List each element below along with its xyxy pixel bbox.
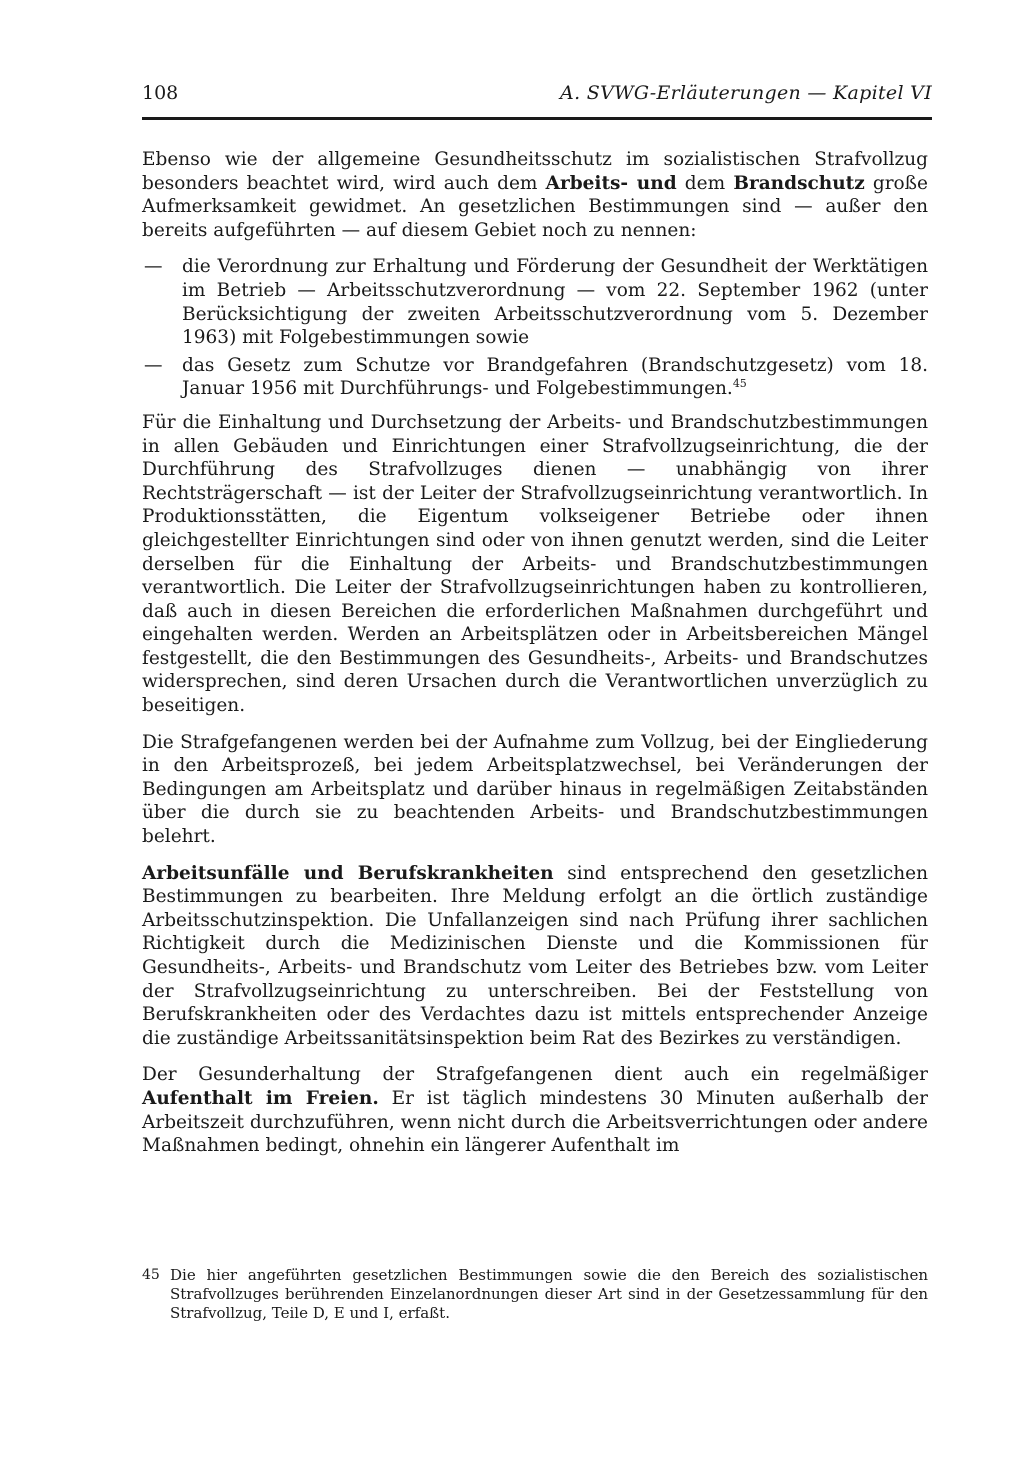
p1-text-a: Ebenso wie der allgemeine Gesundheitsschutz im sozialistischen Strafvollzug besonders beachtet wird, wird auch dem [142, 149, 928, 194]
p5-text-b: Er ist täglich mindestens 30 Minuten außerhalb der Arbeitszeit durchzuführen, wenn nicht durch die Arbeitsverrichtungen oder andere Maßnahmen bedingt, ohnehin ein längerer Aufenthalt im [142, 1087, 929, 1157]
list-item-text: die Verordnung zur Erhaltung und Förderung der Gesundheit der Werktätigen im Betrieb — Arbeitsschutzverordnung — vom 22. September 1962 (unter Berücksichtigung der zweiten Arbeitsschutzverordnung vom 5. Dezember 1963) mit Folgebestimmungen sowie [182, 256, 928, 349]
running-head: A. SVWG-Erläuterungen — Kapitel VI [560, 82, 932, 104]
p4-bold-arbeitsunfaelle: Arbeitsunfälle und Berufskrankheiten [142, 862, 554, 884]
p4-text: sind entsprechend den gesetzlichen Bestimmungen zu bearbeiten. Ihre Meldung erfolgt an die örtlich zuständige Arbeitsschutzinspektion. Die Unfallanzeigen sind nach Prüfung ihrer sachlichen Richtigkeit durch die Medizinischen Dienste und die Kommissionen für Gesundheits-, Arbeits- und Brandschutz vom Leiter des Betriebes bzw. vom Leiter der Strafvollzugseinrichtung zu unterschreiben. Bei der Feststellung von Berufskrankheiten oder des Verdachtes dazu ist mittels entsprechender Anzeige die zuständige Arbeitssanitätsinspektion beim Rat des Bezirkes zu verständigen. [142, 862, 928, 1049]
paragraph-aufenthalt-im-freien [142, 1063, 928, 1157]
footnote-number: 45 [142, 1267, 160, 1283]
page-header [142, 82, 932, 112]
p5-bold-aufenthalt: Aufenthalt im Freien. [142, 1087, 379, 1109]
footnote-reference: 45 [732, 377, 747, 391]
list-dash: — [144, 256, 163, 278]
p1-text-c: große Aufmerksamkeit gewidmet. An gesetzlichen Bestimmungen sind — außer den bereits aufgeführten — auf diesem Gebiet noch zu nennen: [142, 172, 928, 241]
list-item-text: das Gesetz zum Schutze vor Brandgefahren (Brandschutzgesetz) vom 18. Januar 1956 mit Durchführungs- und Folgebestimmungen. [182, 354, 928, 400]
footnote [142, 1266, 928, 1323]
list-item [142, 255, 928, 349]
footnote-text: Die hier angeführten gesetzlichen Bestimmungen sowie die den Bereich des sozialistischen Strafvollzuges berührenden Einzelanordnungen dieser Art sind in der Gesetzessammlung für den Strafvollzug, Teile D, E und I, erfaßt. [170, 1266, 928, 1322]
paragraph-arbeits-brandschutz [142, 148, 928, 242]
regulations-list [142, 255, 928, 401]
list-item [142, 354, 928, 401]
page-number: 108 [142, 82, 179, 104]
paragraph-verantwortung: Für die Einhaltung und Durchsetzung der Arbeits- und Brandschutzbestimmungen in allen Gebäuden und Einrichtungen einer Strafvollzugseinrichtung, die der Durchführung des Strafvollzuges dienen — unabhängig von ihrer Rechtsträgerschaft — ist der Leiter der Strafvollzugseinrichtung verantwortlich. In Produktionsstätten, die Eigentum volkseigener Betriebe oder ihnen gleichgestellter Einrichtungen sind oder von ihnen genutzt werden, sind die Leiter derselben für die Einhaltung der Arbeits- und Brandschutzbestimmungen verantwortlich. Die Leiter der Strafvollzugseinrichtungen haben zu kontrollieren, daß auch in diesen Bereichen die erforderlichen Maßnahmen durchgeführt und eingehalten werden. Werden an Arbeitsplätzen oder in Arbeitsbereichen Mängel festgestellt, die den Bestimmungen des Gesundheits-, Arbeits- und Brandschutzes widersprechen, sind deren Ursachen durch die Verantwortlichen unverzüglich zu beseitigen. [142, 411, 928, 717]
p1-bold-brandschutz: Brandschutz [733, 172, 865, 194]
paragraph-belehrung: Die Strafgefangenen werden bei der Aufnahme zum Vollzug, bei der Eingliederung in den Arbeitsprozeß, bei jedem Arbeitsplatzwechsel, bei Veränderungen der Bedingungen am Arbeitsplatz und darüber hinaus in regelmäßigen Zeitabständen über die durch sie zu beachtenden Arbeits- und Brandschutzbestimmungen belehrt. [142, 731, 928, 848]
paragraph-arbeitsunfaelle [142, 862, 928, 1051]
list-dash: — [144, 354, 163, 376]
p5-text-a: Der Gesunderhaltung der Strafgefangenen dient auch ein regelmäßiger [142, 1064, 928, 1086]
header-rule [142, 117, 932, 120]
p1-bold-arbeits: Arbeits- und [545, 172, 677, 194]
p1-text-b: dem [676, 172, 734, 194]
body-text [142, 148, 928, 1171]
